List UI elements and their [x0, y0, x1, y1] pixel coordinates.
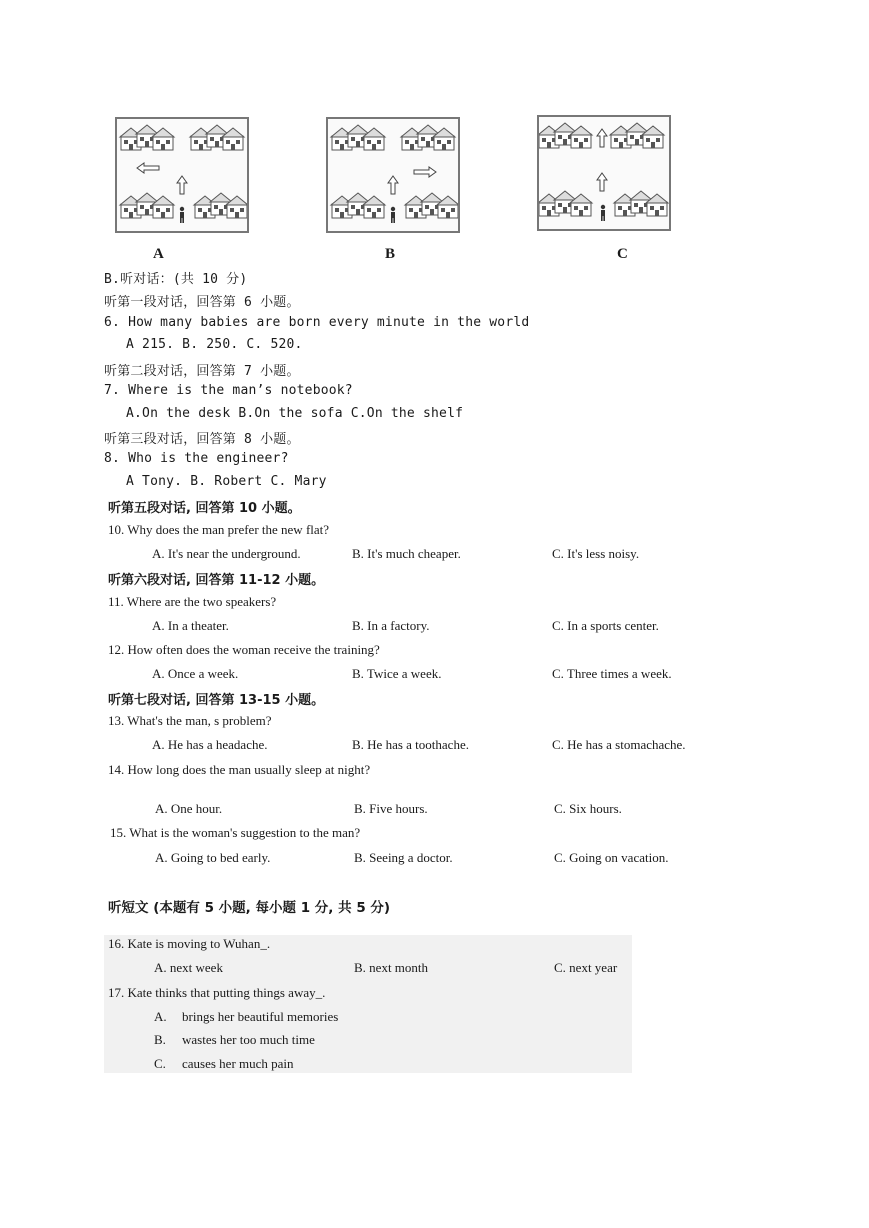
q17-option-c: causes her much pain	[182, 1056, 294, 1071]
q16-option-b: B. next month	[354, 960, 429, 975]
q17-option-a-letter: A.	[154, 1009, 167, 1024]
question-6: 6. How many babies are born every minute in the world	[104, 315, 530, 330]
q17-option-b-letter: B.	[154, 1032, 166, 1047]
q10-option-a: A. It's near the underground.	[152, 546, 301, 561]
map-a-label: A	[153, 246, 164, 262]
q10-option-b: B. It's much cheaper.	[352, 546, 461, 561]
q15-option-a: A. Going to bed early.	[155, 850, 271, 865]
q11-option-a: A. In a theater.	[152, 618, 229, 633]
question-11: 11. Where are the two speakers?	[108, 594, 277, 609]
q11-option-b: B. In a factory.	[352, 618, 430, 633]
question-6-options: A 215. B. 250. C. 520.	[126, 337, 303, 352]
question-14: 14. How long does the man usually sleep at night?	[108, 762, 371, 777]
q12-option-b: B. Twice a week.	[352, 666, 442, 681]
section-b-heading: B.听对话：(共 10 分)	[104, 272, 248, 287]
q14-option-a: A. One hour.	[155, 801, 223, 816]
intro-q7: 听第二段对话，回答第 7 小题。	[104, 364, 300, 379]
q16-option-c: C. next year	[554, 960, 618, 975]
question-13: 13. What's the man, s problem?	[108, 713, 272, 728]
map-c-image	[537, 115, 671, 231]
question-8: 8. Who is the engineer?	[104, 451, 289, 466]
map-b-image	[326, 117, 460, 233]
question-17: 17. Kate thinks that putting things away_.	[108, 985, 326, 1000]
section-passage-heading: 听短文 (本题有 5 小题, 每小题 1 分, 共 5 分)	[108, 900, 391, 916]
question-16: 16. Kate is moving to Wuhan_.	[108, 936, 271, 951]
question-8-options: A Tony. B. Robert C. Mary	[126, 474, 327, 489]
map-b-label: B	[385, 246, 396, 262]
scanned-question-block	[104, 935, 632, 1073]
intro-q13: 听第七段对话, 回答第 13-15 小题。	[108, 693, 325, 708]
question-15: 15. What is the woman's suggestion to the man?	[110, 825, 361, 840]
q10-option-c: C. It's less noisy.	[552, 546, 640, 561]
q11-option-c: C. In a sports center.	[552, 618, 659, 633]
q14-option-b: B. Five hours.	[354, 801, 428, 816]
q15-option-b: B. Seeing a doctor.	[354, 850, 453, 865]
map-c-label: C	[617, 246, 628, 262]
intro-q11: 听第六段对话, 回答第 11-12 小题。	[108, 573, 325, 588]
question-12: 12. How often does the woman receive the training?	[108, 642, 380, 657]
intro-q10: 听第五段对话, 回答第 10 小题。	[108, 501, 301, 516]
q14-option-c: C. Six hours.	[554, 801, 622, 816]
q17-option-c-letter: C.	[154, 1056, 166, 1071]
q16-option-a: A. next week	[154, 960, 223, 975]
map-a-image	[115, 117, 249, 233]
q17-option-a: brings her beautiful memories	[182, 1009, 339, 1024]
q17-option-b: wastes her too much time	[182, 1032, 315, 1047]
question-7: 7. Where is the man’s notebook?	[104, 383, 353, 398]
question-10: 10. Why does the man prefer the new flat?	[108, 522, 330, 537]
q15-option-c: C. Going on vacation.	[554, 850, 669, 865]
q12-option-c: C. Three times a week.	[552, 666, 672, 681]
intro-q8: 听第三段对话，回答第 8 小题。	[104, 432, 300, 447]
q13-option-c: C. He has a stomachache.	[552, 737, 686, 752]
q12-option-a: A. Once a week.	[152, 666, 239, 681]
question-7-options: A.On the desk B.On the sofa C.On the shelf	[126, 406, 464, 421]
q13-option-b: B. He has a toothache.	[352, 737, 469, 752]
intro-q6: 听第一段对话，回答第 6 小题。	[104, 295, 300, 310]
q13-option-a: A. He has a headache.	[152, 737, 268, 752]
